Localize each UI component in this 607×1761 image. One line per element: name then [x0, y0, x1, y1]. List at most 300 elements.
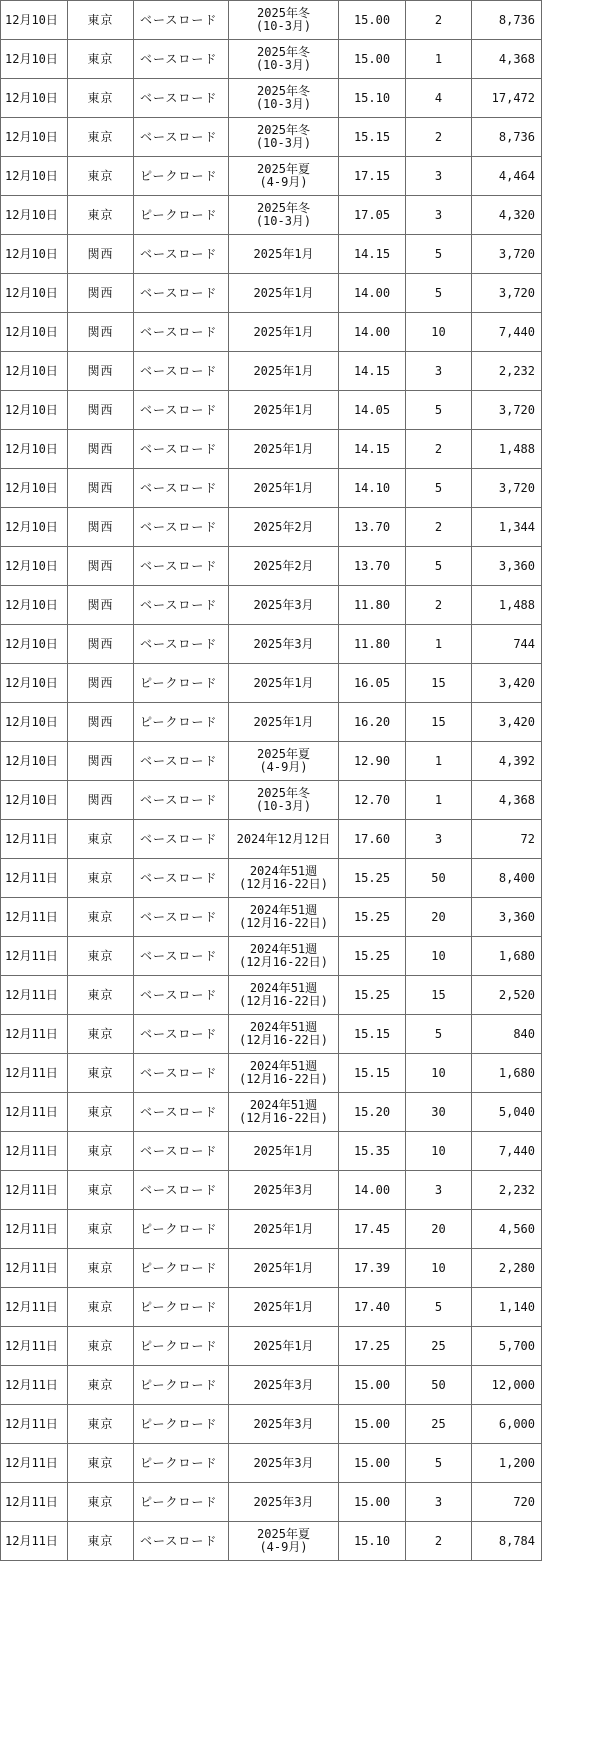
area-cell: 関西 [68, 781, 134, 820]
delivery-period-cell: 2025年3月 [229, 1171, 339, 1210]
price-cell: 13.70 [339, 508, 406, 547]
amount-cell: 1,680 [472, 937, 542, 976]
price-cell: 15.00 [339, 1366, 406, 1405]
price-cell: 14.00 [339, 274, 406, 313]
price-cell: 17.60 [339, 820, 406, 859]
load-type-cell: ベースロード [134, 313, 229, 352]
quantity-cell: 15 [406, 703, 472, 742]
trade-date-cell: 12月10日 [1, 469, 68, 508]
delivery-period-cell: 2024年51週 (12月16-22日) [229, 1054, 339, 1093]
area-cell: 関西 [68, 469, 134, 508]
quantity-cell: 5 [406, 1015, 472, 1054]
trade-date-cell: 12月11日 [1, 1249, 68, 1288]
price-cell: 11.80 [339, 625, 406, 664]
load-type-cell: ベースロード [134, 1171, 229, 1210]
area-cell: 東京 [68, 1483, 134, 1522]
amount-cell: 3,720 [472, 391, 542, 430]
load-type-cell: ベースロード [134, 274, 229, 313]
trade-date-cell: 12月11日 [1, 859, 68, 898]
area-cell: 関西 [68, 274, 134, 313]
delivery-period-cell: 2025年3月 [229, 625, 339, 664]
trade-date-cell: 12月10日 [1, 664, 68, 703]
amount-cell: 2,520 [472, 976, 542, 1015]
delivery-period-cell: 2025年冬 (10-3月) [229, 40, 339, 79]
table-row [1, 1171, 542, 1210]
amount-cell: 5,700 [472, 1327, 542, 1366]
delivery-period-cell: 2025年2月 [229, 547, 339, 586]
quantity-cell: 3 [406, 1483, 472, 1522]
price-cell: 17.40 [339, 1288, 406, 1327]
load-type-cell: ピークロード [134, 703, 229, 742]
price-cell: 17.25 [339, 1327, 406, 1366]
price-cell: 15.00 [339, 1444, 406, 1483]
delivery-period-cell: 2025年1月 [229, 391, 339, 430]
table-row [1, 859, 542, 898]
load-type-cell: ベースロード [134, 1132, 229, 1171]
quantity-cell: 20 [406, 1210, 472, 1249]
delivery-period-cell: 2024年51週 (12月16-22日) [229, 898, 339, 937]
delivery-period-cell: 2025年冬 (10-3月) [229, 781, 339, 820]
table-row [1, 508, 542, 547]
trade-date-cell: 12月10日 [1, 742, 68, 781]
area-cell: 東京 [68, 1444, 134, 1483]
delivery-period-cell: 2025年3月 [229, 1366, 339, 1405]
price-cell: 14.15 [339, 430, 406, 469]
price-cell: 17.45 [339, 1210, 406, 1249]
amount-cell: 840 [472, 1015, 542, 1054]
table-row [1, 235, 542, 274]
area-cell: 関西 [68, 625, 134, 664]
amount-cell: 3,420 [472, 664, 542, 703]
price-cell: 12.70 [339, 781, 406, 820]
trade-date-cell: 12月11日 [1, 898, 68, 937]
quantity-cell: 4 [406, 79, 472, 118]
load-type-cell: ベースロード [134, 742, 229, 781]
area-cell: 関西 [68, 313, 134, 352]
table-row [1, 1483, 542, 1522]
area-cell: 東京 [68, 157, 134, 196]
quantity-cell: 2 [406, 118, 472, 157]
price-cell: 15.00 [339, 40, 406, 79]
delivery-period-cell: 2025年1月 [229, 1249, 339, 1288]
area-cell: 東京 [68, 1054, 134, 1093]
load-type-cell: ベースロード [134, 781, 229, 820]
trade-date-cell: 12月11日 [1, 1171, 68, 1210]
delivery-period-cell: 2025年1月 [229, 1132, 339, 1171]
table-row [1, 274, 542, 313]
quantity-cell: 50 [406, 859, 472, 898]
area-cell: 関西 [68, 352, 134, 391]
price-cell: 17.39 [339, 1249, 406, 1288]
table-row [1, 625, 542, 664]
quantity-cell: 25 [406, 1405, 472, 1444]
delivery-period-cell: 2024年12月12日 [229, 820, 339, 859]
price-cell: 14.15 [339, 352, 406, 391]
load-type-cell: ベースロード [134, 352, 229, 391]
area-cell: 東京 [68, 976, 134, 1015]
load-type-cell: ピークロード [134, 1327, 229, 1366]
load-type-cell: ピークロード [134, 1288, 229, 1327]
trade-date-cell: 12月11日 [1, 1444, 68, 1483]
area-cell: 東京 [68, 937, 134, 976]
load-type-cell: ピークロード [134, 1210, 229, 1249]
amount-cell: 3,360 [472, 898, 542, 937]
table-row [1, 391, 542, 430]
area-cell: 東京 [68, 118, 134, 157]
load-type-cell: ベースロード [134, 469, 229, 508]
table-row [1, 196, 542, 235]
table-row [1, 1249, 542, 1288]
trade-date-cell: 12月10日 [1, 118, 68, 157]
price-cell: 17.15 [339, 157, 406, 196]
amount-cell: 3,420 [472, 703, 542, 742]
table-row [1, 1132, 542, 1171]
trade-date-cell: 12月11日 [1, 1483, 68, 1522]
delivery-period-cell: 2024年51週 (12月16-22日) [229, 859, 339, 898]
amount-cell: 2,232 [472, 352, 542, 391]
price-cell: 14.00 [339, 1171, 406, 1210]
trade-date-cell: 12月11日 [1, 1366, 68, 1405]
amount-cell: 7,440 [472, 1132, 542, 1171]
quantity-cell: 20 [406, 898, 472, 937]
price-cell: 14.00 [339, 313, 406, 352]
amount-cell: 1,680 [472, 1054, 542, 1093]
trade-date-cell: 12月10日 [1, 313, 68, 352]
trade-date-cell: 12月11日 [1, 1210, 68, 1249]
load-type-cell: ピークロード [134, 1444, 229, 1483]
delivery-period-cell: 2025年冬 (10-3月) [229, 1, 339, 40]
trade-date-cell: 12月11日 [1, 1093, 68, 1132]
load-type-cell: ベースロード [134, 820, 229, 859]
area-cell: 関西 [68, 430, 134, 469]
area-cell: 東京 [68, 1093, 134, 1132]
delivery-period-cell: 2024年51週 (12月16-22日) [229, 1015, 339, 1054]
table-row [1, 352, 542, 391]
load-type-cell: ベースロード [134, 235, 229, 274]
load-type-cell: ベースロード [134, 586, 229, 625]
trade-date-cell: 12月10日 [1, 547, 68, 586]
delivery-period-cell: 2025年夏 (4-9月) [229, 157, 339, 196]
trade-date-cell: 12月10日 [1, 625, 68, 664]
table-row [1, 118, 542, 157]
area-cell: 東京 [68, 1366, 134, 1405]
trade-date-cell: 12月10日 [1, 79, 68, 118]
amount-cell: 72 [472, 820, 542, 859]
amount-cell: 3,720 [472, 274, 542, 313]
trade-date-cell: 12月10日 [1, 1, 68, 40]
quantity-cell: 50 [406, 1366, 472, 1405]
table-row [1, 586, 542, 625]
trade-date-cell: 12月10日 [1, 40, 68, 79]
load-type-cell: ベースロード [134, 40, 229, 79]
trade-date-cell: 12月11日 [1, 937, 68, 976]
load-type-cell: ピークロード [134, 664, 229, 703]
quantity-cell: 5 [406, 1288, 472, 1327]
trade-date-cell: 12月10日 [1, 157, 68, 196]
price-cell: 14.05 [339, 391, 406, 430]
load-type-cell: ベースロード [134, 1015, 229, 1054]
amount-cell: 5,040 [472, 1093, 542, 1132]
delivery-period-cell: 2024年51週 (12月16-22日) [229, 1093, 339, 1132]
quantity-cell: 10 [406, 1132, 472, 1171]
quantity-cell: 5 [406, 235, 472, 274]
area-cell: 東京 [68, 1171, 134, 1210]
quantity-cell: 15 [406, 664, 472, 703]
amount-cell: 4,368 [472, 40, 542, 79]
area-cell: 東京 [68, 1327, 134, 1366]
quantity-cell: 5 [406, 274, 472, 313]
quantity-cell: 1 [406, 625, 472, 664]
trade-date-cell: 12月10日 [1, 586, 68, 625]
table-row [1, 937, 542, 976]
trade-date-cell: 12月11日 [1, 976, 68, 1015]
area-cell: 関西 [68, 391, 134, 430]
amount-cell: 6,000 [472, 1405, 542, 1444]
delivery-period-cell: 2025年3月 [229, 586, 339, 625]
table-row [1, 1444, 542, 1483]
load-type-cell: ベースロード [134, 976, 229, 1015]
quantity-cell: 10 [406, 1249, 472, 1288]
price-cell: 15.20 [339, 1093, 406, 1132]
quantity-cell: 3 [406, 196, 472, 235]
trade-table-body [1, 1, 542, 1561]
load-type-cell: ピークロード [134, 1366, 229, 1405]
amount-cell: 4,464 [472, 157, 542, 196]
price-cell: 15.25 [339, 976, 406, 1015]
quantity-cell: 5 [406, 1444, 472, 1483]
price-cell: 15.25 [339, 937, 406, 976]
amount-cell: 12,000 [472, 1366, 542, 1405]
area-cell: 東京 [68, 859, 134, 898]
amount-cell: 1,140 [472, 1288, 542, 1327]
area-cell: 東京 [68, 1288, 134, 1327]
price-cell: 15.15 [339, 1054, 406, 1093]
load-type-cell: ベースロード [134, 1, 229, 40]
price-cell: 15.00 [339, 1405, 406, 1444]
quantity-cell: 2 [406, 586, 472, 625]
amount-cell: 4,560 [472, 1210, 542, 1249]
area-cell: 東京 [68, 1405, 134, 1444]
price-cell: 13.70 [339, 547, 406, 586]
load-type-cell: ベースロード [134, 79, 229, 118]
price-cell: 14.10 [339, 469, 406, 508]
delivery-period-cell: 2025年2月 [229, 508, 339, 547]
table-row [1, 664, 542, 703]
table-row [1, 976, 542, 1015]
quantity-cell: 25 [406, 1327, 472, 1366]
quantity-cell: 5 [406, 391, 472, 430]
area-cell: 関西 [68, 703, 134, 742]
load-type-cell: ピークロード [134, 1405, 229, 1444]
amount-cell: 2,232 [472, 1171, 542, 1210]
area-cell: 東京 [68, 1132, 134, 1171]
trade-date-cell: 12月10日 [1, 391, 68, 430]
quantity-cell: 2 [406, 430, 472, 469]
delivery-period-cell: 2025年1月 [229, 1327, 339, 1366]
area-cell: 東京 [68, 1522, 134, 1561]
price-cell: 15.00 [339, 1, 406, 40]
area-cell: 東京 [68, 79, 134, 118]
load-type-cell: ベースロード [134, 625, 229, 664]
amount-cell: 8,736 [472, 1, 542, 40]
area-cell: 関西 [68, 664, 134, 703]
area-cell: 東京 [68, 1, 134, 40]
amount-cell: 3,720 [472, 469, 542, 508]
delivery-period-cell: 2025年冬 (10-3月) [229, 118, 339, 157]
price-cell: 15.15 [339, 1015, 406, 1054]
amount-cell: 4,392 [472, 742, 542, 781]
load-type-cell: ベースロード [134, 547, 229, 586]
price-cell: 15.25 [339, 859, 406, 898]
trade-date-cell: 12月11日 [1, 1288, 68, 1327]
price-cell: 14.15 [339, 235, 406, 274]
quantity-cell: 1 [406, 40, 472, 79]
table-row [1, 1, 542, 40]
delivery-period-cell: 2025年1月 [229, 430, 339, 469]
table-row [1, 742, 542, 781]
load-type-cell: ピークロード [134, 1483, 229, 1522]
table-row [1, 40, 542, 79]
delivery-period-cell: 2025年1月 [229, 352, 339, 391]
price-cell: 15.10 [339, 79, 406, 118]
table-row [1, 703, 542, 742]
area-cell: 東京 [68, 40, 134, 79]
delivery-period-cell: 2025年冬 (10-3月) [229, 196, 339, 235]
trade-date-cell: 12月11日 [1, 1522, 68, 1561]
quantity-cell: 3 [406, 157, 472, 196]
amount-cell: 17,472 [472, 79, 542, 118]
delivery-period-cell: 2025年夏 (4-9月) [229, 1522, 339, 1561]
table-row [1, 469, 542, 508]
load-type-cell: ベースロード [134, 937, 229, 976]
price-cell: 11.80 [339, 586, 406, 625]
price-cell: 15.25 [339, 898, 406, 937]
quantity-cell: 5 [406, 547, 472, 586]
delivery-period-cell: 2025年1月 [229, 664, 339, 703]
trade-date-cell: 12月10日 [1, 196, 68, 235]
amount-cell: 4,368 [472, 781, 542, 820]
area-cell: 関西 [68, 742, 134, 781]
area-cell: 東京 [68, 898, 134, 937]
table-row [1, 820, 542, 859]
amount-cell: 8,736 [472, 118, 542, 157]
load-type-cell: ベースロード [134, 391, 229, 430]
table-row [1, 157, 542, 196]
delivery-period-cell: 2025年1月 [229, 235, 339, 274]
amount-cell: 8,400 [472, 859, 542, 898]
table-row [1, 1054, 542, 1093]
load-type-cell: ベースロード [134, 898, 229, 937]
trade-date-cell: 12月11日 [1, 1132, 68, 1171]
area-cell: 関西 [68, 508, 134, 547]
table-row [1, 1366, 542, 1405]
delivery-period-cell: 2025年3月 [229, 1444, 339, 1483]
trade-date-cell: 12月11日 [1, 1405, 68, 1444]
price-cell: 15.15 [339, 118, 406, 157]
table-row [1, 313, 542, 352]
amount-cell: 1,488 [472, 430, 542, 469]
price-cell: 17.05 [339, 196, 406, 235]
delivery-period-cell: 2025年1月 [229, 1288, 339, 1327]
delivery-period-cell: 2024年51週 (12月16-22日) [229, 937, 339, 976]
area-cell: 東京 [68, 820, 134, 859]
table-row [1, 781, 542, 820]
amount-cell: 4,320 [472, 196, 542, 235]
load-type-cell: ベースロード [134, 118, 229, 157]
area-cell: 東京 [68, 1210, 134, 1249]
quantity-cell: 10 [406, 1054, 472, 1093]
price-cell: 16.20 [339, 703, 406, 742]
table-row [1, 547, 542, 586]
table-row [1, 1015, 542, 1054]
area-cell: 関西 [68, 547, 134, 586]
quantity-cell: 30 [406, 1093, 472, 1132]
load-type-cell: ベースロード [134, 1054, 229, 1093]
load-type-cell: ベースロード [134, 1522, 229, 1561]
load-type-cell: ピークロード [134, 196, 229, 235]
table-row [1, 1288, 542, 1327]
amount-cell: 1,488 [472, 586, 542, 625]
amount-cell: 3,720 [472, 235, 542, 274]
quantity-cell: 2 [406, 1, 472, 40]
area-cell: 東京 [68, 1015, 134, 1054]
table-row [1, 1093, 542, 1132]
amount-cell: 1,200 [472, 1444, 542, 1483]
delivery-period-cell: 2025年1月 [229, 313, 339, 352]
quantity-cell: 1 [406, 742, 472, 781]
table-row [1, 79, 542, 118]
delivery-period-cell: 2024年51週 (12月16-22日) [229, 976, 339, 1015]
delivery-period-cell: 2025年3月 [229, 1483, 339, 1522]
trade-date-cell: 12月10日 [1, 781, 68, 820]
quantity-cell: 1 [406, 781, 472, 820]
area-cell: 東京 [68, 1249, 134, 1288]
table-row [1, 1405, 542, 1444]
price-cell: 12.90 [339, 742, 406, 781]
quantity-cell: 15 [406, 976, 472, 1015]
load-type-cell: ベースロード [134, 430, 229, 469]
table-row [1, 1327, 542, 1366]
delivery-period-cell: 2025年1月 [229, 1210, 339, 1249]
amount-cell: 3,360 [472, 547, 542, 586]
quantity-cell: 3 [406, 820, 472, 859]
amount-cell: 1,344 [472, 508, 542, 547]
quantity-cell: 10 [406, 313, 472, 352]
delivery-period-cell: 2025年1月 [229, 274, 339, 313]
trade-date-cell: 12月11日 [1, 820, 68, 859]
quantity-cell: 5 [406, 469, 472, 508]
quantity-cell: 2 [406, 1522, 472, 1561]
price-cell: 15.35 [339, 1132, 406, 1171]
area-cell: 東京 [68, 196, 134, 235]
trade-date-cell: 12月11日 [1, 1327, 68, 1366]
amount-cell: 744 [472, 625, 542, 664]
load-type-cell: ベースロード [134, 859, 229, 898]
trade-date-cell: 12月10日 [1, 235, 68, 274]
trade-date-cell: 12月10日 [1, 703, 68, 742]
price-cell: 16.05 [339, 664, 406, 703]
quantity-cell: 3 [406, 352, 472, 391]
quantity-cell: 2 [406, 508, 472, 547]
table-row [1, 898, 542, 937]
delivery-period-cell: 2025年夏 (4-9月) [229, 742, 339, 781]
amount-cell: 8,784 [472, 1522, 542, 1561]
table-row [1, 1210, 542, 1249]
load-type-cell: ピークロード [134, 1249, 229, 1288]
price-cell: 15.00 [339, 1483, 406, 1522]
delivery-period-cell: 2025年1月 [229, 469, 339, 508]
trade-date-cell: 12月10日 [1, 352, 68, 391]
